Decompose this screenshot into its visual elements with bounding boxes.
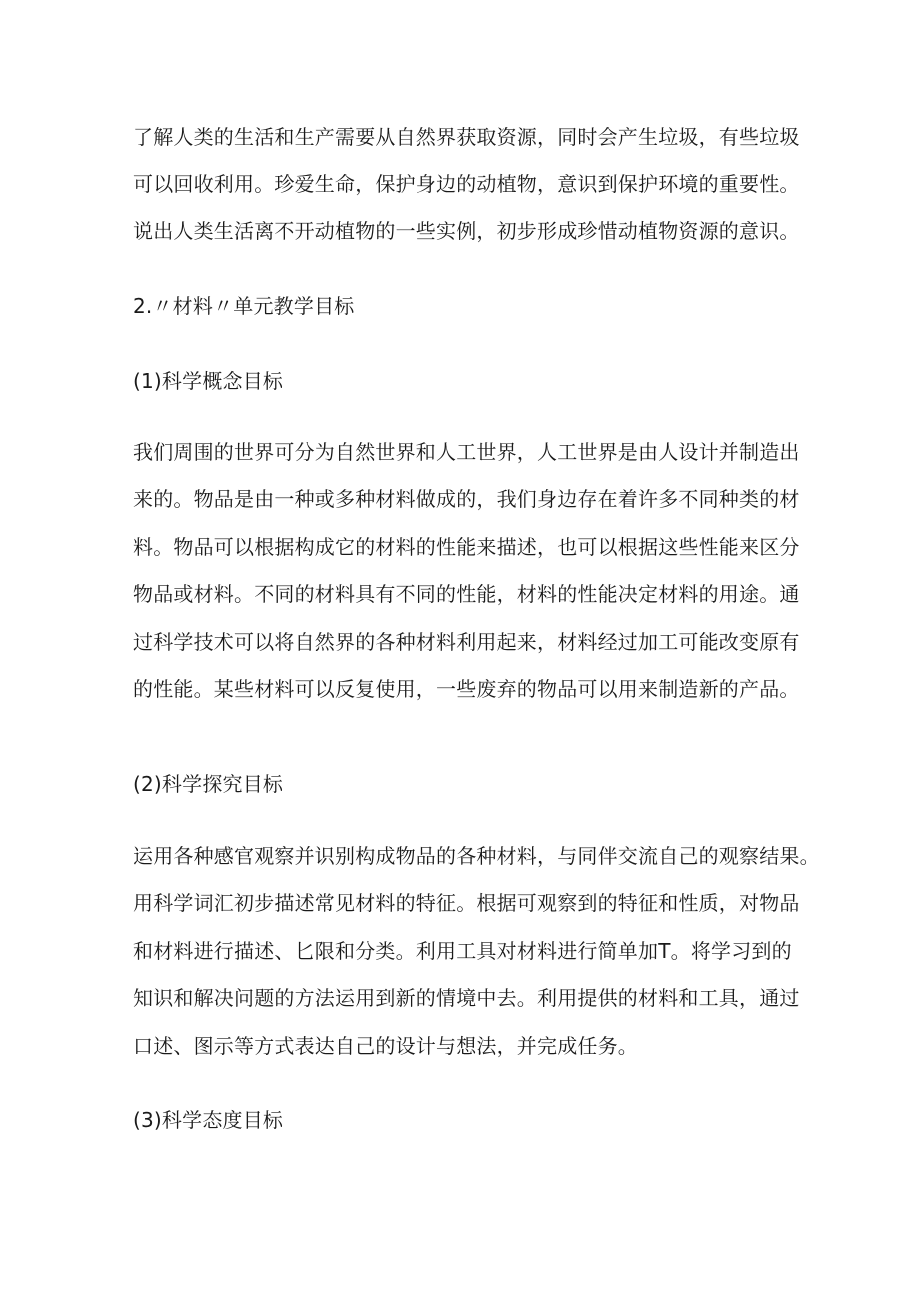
sub2-line-1: 运用各种感官观察并识别构成物品的各种材料，与同伴交流自己的观察结果。 bbox=[133, 844, 820, 868]
sub1-heading: (1)科学概念目标 bbox=[133, 369, 284, 393]
intro-line-1: 了解人类的生活和生产需要从自然界获取资源，同时会产生垃圾，有些垃圾 bbox=[133, 125, 800, 149]
sub2-heading: (2)科学探究目标 bbox=[133, 772, 284, 796]
sub2-line-2: 用科学词汇初步描述常见材料的特征。根据可观察到的特征和性质，对物品 bbox=[133, 891, 800, 915]
section-heading: 2.〃材料〃单元教学目标 bbox=[133, 294, 355, 318]
sub2-line-4: 知识和解决问题的方法运用到新的情境中去。利用提供的材料和工具，通过 bbox=[133, 986, 800, 1010]
sub1-line-5: 过科学技术可以将自然界的各种材料利用起来，材料经过加工可能改变原有 bbox=[133, 630, 800, 654]
sub3-heading: (3)科学态度目标 bbox=[133, 1108, 284, 1132]
sub1-line-4: 物品或材料。不同的材料具有不同的性能，材料的性能决定材料的用途。通 bbox=[133, 582, 800, 606]
sub2-line-5: 口述、图示等方式表达自己的设计与想法，并完成任务。 bbox=[133, 1034, 638, 1058]
sub1-line-6: 的性能。某些材料可以反复使用，一些废弃的物品可以用来制造新的产品。 bbox=[133, 677, 800, 701]
sub1-line-1: 我们周围的世界可分为自然世界和人工世界，人工世界是由人设计并制造出 bbox=[133, 440, 800, 464]
intro-line-2: 可以回收利用。珍爱生命，保护身边的动植物，意识到保护环境的重要性。 bbox=[133, 172, 800, 196]
sub1-line-3: 料。物品可以根据构成它的材料的性能来描述，也可以根据这些性能来区分 bbox=[133, 535, 800, 559]
intro-line-3: 说出人类生活离不开动植物的一些实例，初步形成珍惜动植物资源的意识。 bbox=[133, 219, 800, 243]
sub2-line-3: 和材料进行描述、匕限和分类。利用工具对材料进行简单加T。将学习到的 bbox=[133, 939, 792, 963]
sub1-line-2: 来的。物品是由一种或多种材料做成的，我们身边存在着许多不同种类的材 bbox=[133, 487, 800, 511]
